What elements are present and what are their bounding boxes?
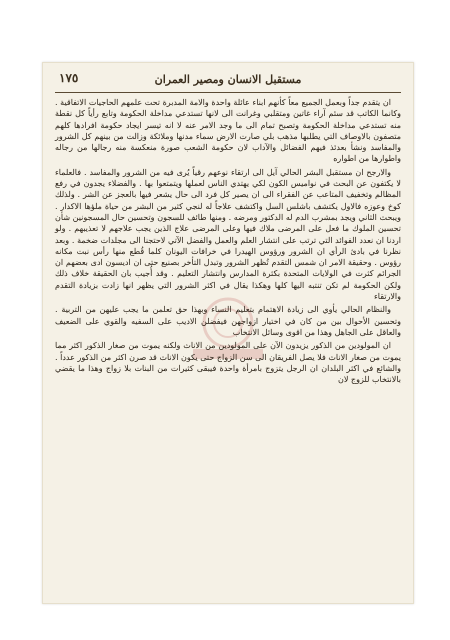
running-title: مستقبل الانسان ومصير العمران [154,73,302,86]
page-number: ١٧٥ [59,71,79,85]
header-rule [55,92,401,93]
paragraph-1: ان يتقدم جداً وبعمل الجميع معاً كأنهم ابناء عائلة واحدة والامة المدبرة تحت علمهم الحاجيات الاتفاقية . وكانما الكاتب قد سئم آراء غاتين ومتقلبي وغرانت الى لانها تستدعي مداخلة الحكومة وتابع رأياً كل نقطة منه تستدعي مداخلة الحكومة وتصبح تمام الى ما وجد الامر عنه لا انه تيسر ايجاد حكومة افرادها كلهم متصفون بالاوصاف التي يطلبها مذهب بلي صارت الارض سماء مدنها وملائكة وزالت من بينهم كل الشرور والمفاسد ونشأ بعدئذ فيهم الفضائل والآداب لان حكومة الشعب صورة منعكسة منه رجالها من رجاله واطوارها من اطواره [55,98,401,164]
book-page [42,62,414,604]
paragraph-3: والنظام الحالي يأوي الى زيادة الاهتمام بتعليم النساء وبهذا حق تعلمن ما يجب عليهن من التربية . وتحسين الأحوال بين من كان في اختيار ازواجهن فيفضلن الاديب على السفيه والقوي على الضعيف والعاقل على الجاهل وهذا من اقوى وسائل الانتخاب [55,305,401,337]
page-header [55,69,401,91]
paragraph-2: والارجح ان مستقبل البشر الحالي آيل الى ارتقاء نوعهم رقياً يُرى فيه من الشرور والمفاسد . فالعلماء لا يكتفون عن البحث في نواميس الكون لكي يهتدي الناس لعملها ويتمتعوا بها . والفضلاء يجدون في رفع المظالم وتخفيف المتاعب عن الفقراء الى ان يصير كل فرد الى حال يشعر فيها بالعجز عن الشر . ولذلك كوخ وعوزه فالاول يكتشف باشلس السل واكتشف علاجاً له لنجي كثير من البشر من حياة ملؤها الاكدار . ويبحث الثاني ويجد بمشرب الدم له الدكتور ومرضه . ومنها طائف للسجون وتحسين حال المسجونين شأن تحسين الملوك ما فعل على المرضى ملاك فيها وعلى المرضى علاج الذين يجب علاجهم لا تعذيبهم . ولو اردنا ان نعدد الفوائد التي ترتب على انتشار العلم والعمل والفضل الآتي لاحتجنا الى مجلدات ضخمة . وبعد نظرنا في بادئ الرأي ان الشرور ورؤوس الهيدرا في خرافات اليونان كلما قُطع منها رأس نبت مكانه رؤوس . وحقيقة الامر ان شمس التقدم تُظهر الشرور وتبدل التأخر بصنيع حتى ان اديسون ادى بعضهم ان الجرائم كثرت في الولايات المتحدة بكثرة المدارس وانتشار التعليم . وقد أُجيب بان الحقيقة خلاف ذلك ولكن الحكومة لم تكن تنتبه اليها كلها وهكذا يقال في اكثر الشرور التي يظهر انها زادت بزيادة التقدم والارتقاء [55,167,401,302]
paragraph-4: ان المولودين من الذكور يزيدون الآن على المولودين من الاناث ولكنه يموت من صغار الذكور اكثر مما يموت من صغار الاناث فلا يصل الفريقان الى سن الزواج حتى يكون الاناث قد صرن اكثر من الذكور عدداً . والشائع في اكثر البلدان ان الرجل يتزوج بامرأة واحدة فيبقى كثيرات من البنات بلا زواج وهذا ما يقضي بالانتخاب للزوج لان [55,341,402,385]
page-body [55,97,401,595]
